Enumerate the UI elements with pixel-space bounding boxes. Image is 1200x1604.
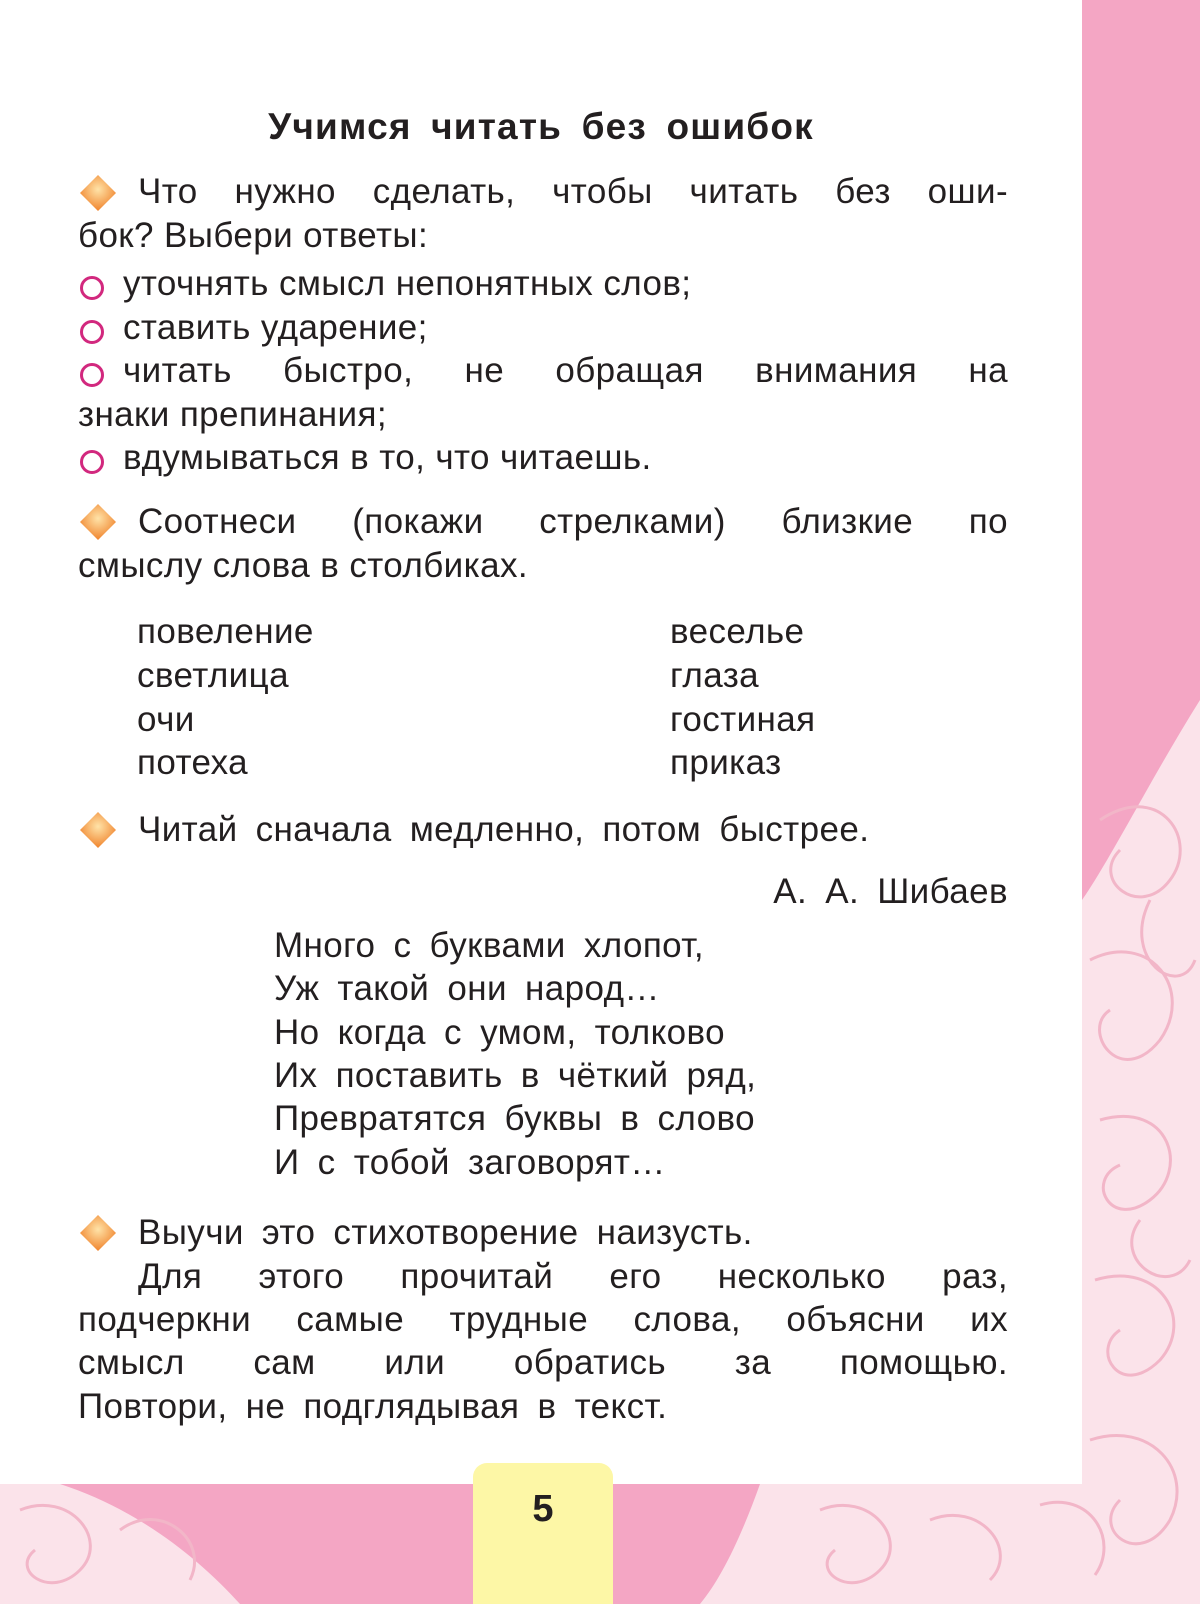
poem-line: Уж такой они народ… [274, 969, 660, 1008]
right-column-word: приказ [670, 743, 782, 782]
page-title: Учимся читать без ошибок [268, 106, 814, 147]
task2-instruction-line2: смыслу слова в столбиках. [78, 546, 528, 585]
page-number-tab [473, 1463, 613, 1604]
answer-option-1: уточнять смысл непонятных слов; [123, 264, 692, 303]
poem-author: А. А. Шибаев [773, 872, 1008, 911]
answer-option-3-line1: читать быстро, не обращая внимания на [123, 351, 1008, 390]
answer-option-3-line2: знаки препинания; [78, 395, 387, 434]
task1-question-line2: бок? Выбери ответы: [78, 216, 429, 255]
right-column-word: веселье [670, 612, 805, 651]
right-column-word: глаза [670, 656, 760, 695]
answer-option-circle[interactable] [80, 363, 104, 387]
poem-line: Но когда с умом, толково [274, 1013, 726, 1052]
poem-line: Их поставить в чёткий ряд, [274, 1056, 757, 1095]
task4-paragraph-line: подчеркни самые трудные слова, объясни их [78, 1300, 1008, 1339]
answer-option-2: ставить ударение; [123, 308, 428, 347]
answer-option-circle[interactable] [80, 276, 104, 300]
task4-paragraph-line: смысл сам или обратись за помощью. [78, 1343, 1008, 1382]
task3-instruction: Читай сначала медленно, потом быстрее. [138, 810, 870, 849]
answer-option-circle[interactable] [80, 450, 104, 474]
orange-diamond-bullet-icon [78, 1213, 118, 1253]
poem-line: Много с буквами хлопот, [274, 926, 704, 965]
left-column-word: повеление [137, 612, 314, 651]
task4-paragraph-line: Повтори, не подглядывая в текст. [78, 1387, 668, 1426]
page-number: 5 [532, 1488, 554, 1530]
answer-option-4: вдумываться в то, что читаешь. [123, 438, 652, 477]
poem-line: Превратятся буквы в слово [274, 1099, 755, 1138]
task1-question-line1: Что нужно сделать, чтобы читать без оши- [138, 172, 1008, 211]
left-column-word: светлица [137, 656, 289, 695]
orange-diamond-bullet-icon [78, 810, 118, 850]
task4-paragraph-line: Для этого прочитай его несколько раз, [138, 1257, 1008, 1296]
task4-instruction: Выучи это стихотворение наизусть. [138, 1213, 753, 1252]
left-column-word: очи [137, 700, 195, 739]
answer-option-circle[interactable] [80, 320, 104, 344]
right-column-word: гостиная [670, 700, 816, 739]
poem-line: И с тобой заговорят… [274, 1143, 666, 1182]
task2-instruction-line1: Соотнеси (покажи стрелками) близкие по [138, 502, 1008, 541]
left-column-word: потеха [137, 743, 248, 782]
